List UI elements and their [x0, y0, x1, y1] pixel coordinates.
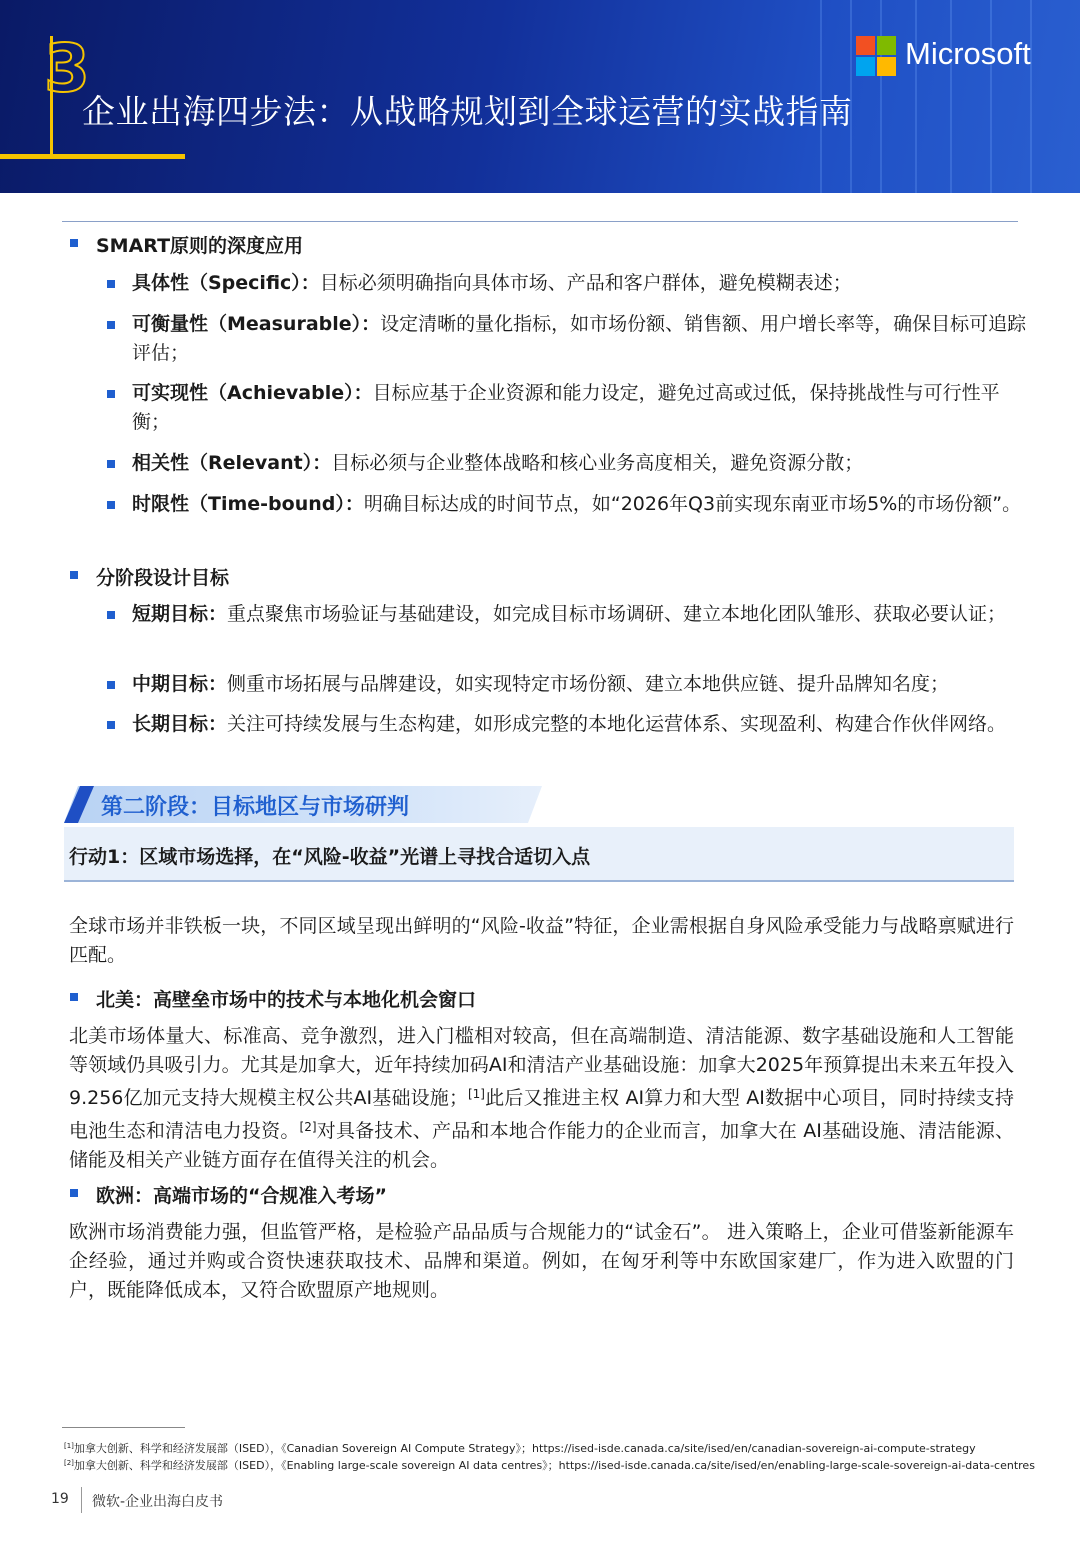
list-item: 中期目标：侧重市场拓展与品牌建设，如实现特定市场份额、建立本地供应链、提升品牌知名度； [107, 670, 1037, 699]
subheading-europe: 欧洲：高端市场的“合规准入考场” [70, 1181, 387, 1208]
action-title: 行动1：区域市场选择，在“风险-收益”光谱上寻找合适切入点 [69, 846, 591, 868]
north-america-paragraph: 北美市场体量大、标准高、竞争激烈，进入门槛相对较高，但在高端制造、清洁能源、数字基础设施和人工智能等领域仍具吸引力。尤其是加拿大，近年持续加码AI和清洁产业基础设施：加拿大2025年预算提出未来五年投入9.256亿加元支持大规模主权公共AI基础设施；[1]此后又推进主权 AI算力和大型 AI数据中心项目，同时持续支持电池生态和清洁电力投资。[2]对具备技术、产品和本地合作能力的企业而言，加拿大在 AI基础设施、清洁能源、储能及相关产业链方面存在值得关注的机会。 [69, 1025, 1014, 1171]
list-item: 可实现性（Achievable）：目标应基于企业资源和能力设定，避免过高或过低，保持挑战性与可行性平衡； [107, 379, 1037, 437]
europe-paragraph: 欧洲市场消费能力强，但监管严格，是检验产品品质与合规能力的“试金石”。 进入策略上，企业可借鉴新能源车企经验，通过并购或合资快速获取技术、品牌和渠道。例如，在匈牙利等中东欧国家建厂，作为进入欧盟的门户，既能降低成本，又符合欧盟原产地规则。 [69, 1221, 1014, 1301]
footnote-ref[interactable]: [2] [299, 1120, 317, 1134]
list-item: 长期目标：关注可持续发展与生态构建，如形成完整的本地化运营体系、实现盈利、构建合作伙伴网络。 [107, 710, 1037, 739]
brand-name: Microsoft [905, 36, 1031, 71]
footer-divider [81, 1487, 82, 1513]
accent-line-horizontal [0, 154, 185, 159]
footnote: [1]加拿大创新、科学和经济发展部（ISED），《Canadian Sovereign AI Compute Strategy》；https://ised-isde.canada.ca/site/ised/en/canadian-sovereign-ai-compute-strategy [64, 1442, 976, 1455]
footnote: [2]加拿大创新、科学和经济发展部（ISED），《Enabling large-scale sovereign AI data centres》；https://ised-isde.canada.ca/site/ised/en/enabling-large-scale-sovereign-ai-data-centres [64, 1459, 1035, 1472]
list-item: 短期目标：重点聚焦市场验证与基础建设，如完成目标市场调研、建立本地化团队雏形、获取必要认证； [107, 600, 1037, 629]
section-number: 3 [44, 30, 90, 107]
stage-title: 第二阶段：目标地区与市场研判 [101, 795, 410, 820]
page-title: 企业出海四步法：从战略规划到全球运营的实战指南 [82, 92, 853, 131]
intro-paragraph: 全球市场并非铁板一块，不同区域呈现出鲜明的“风险-收益”特征，企业需根据自身风险承受能力与战略禀赋进行匹配。 [69, 915, 1014, 966]
microsoft-logo-icon [856, 36, 896, 76]
divider [62, 221, 1018, 222]
header-banner [0, 0, 1080, 193]
footnote-divider [62, 1427, 185, 1428]
page-number: 19 [51, 1491, 69, 1507]
section-heading-phases: 分阶段设计目标 [70, 563, 229, 590]
list-item: 具体性（Specific）：目标必须明确指向具体市场、产品和客户群体，避免模糊表述； [107, 269, 1037, 298]
footnote-ref[interactable]: [1] [467, 1087, 485, 1101]
list-item: 可衡量性（Measurable）：设定清晰的量化指标，如市场份额、销售额、用户增长率等，确保目标可追踪评估； [107, 310, 1037, 368]
section-heading-smart: SMART原则的深度应用 [70, 231, 303, 258]
document-title: 微软-企业出海白皮书 [92, 1494, 224, 1510]
list-item: 时限性（Time-bound）：明确目标达成的时间节点，如“2026年Q3前实现东南亚市场5%的市场份额”。 [107, 490, 1037, 519]
subheading-north-america: 北美：高壁垒市场中的技术与本地化机会窗口 [70, 985, 476, 1012]
list-item: 相关性（Relevant）：目标必须与企业整体战略和核心业务高度相关，避免资源分散； [107, 449, 1037, 478]
